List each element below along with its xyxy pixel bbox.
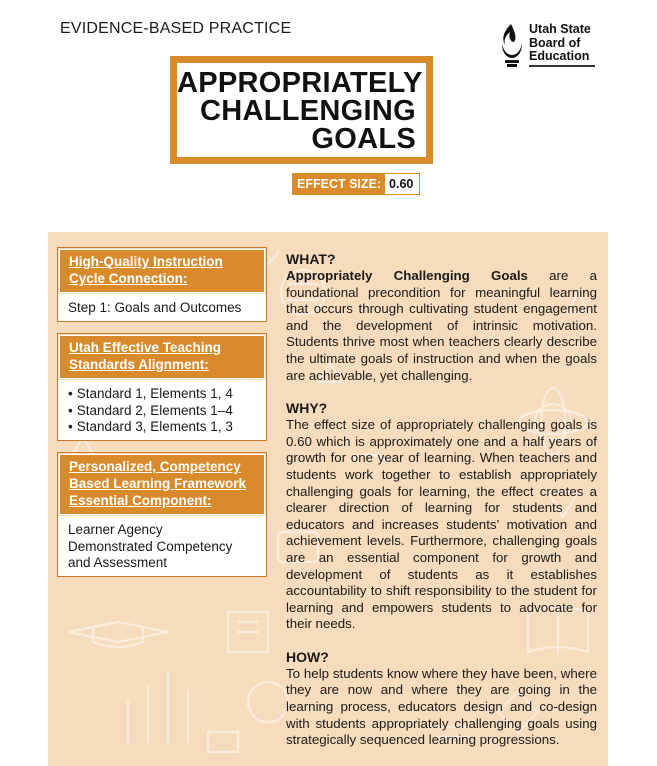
teaching-standards-body <box>58 380 266 440</box>
logo-underline <box>529 65 595 67</box>
instruction-cycle-text: Step 1: Goals and Outcomes <box>68 300 242 315</box>
what-section <box>286 251 597 384</box>
framework-component-box <box>57 452 267 577</box>
list-item: • Standard 3, Elements 1, 3 <box>68 419 256 436</box>
how-section <box>286 649 597 749</box>
what-heading: WHAT? <box>286 251 336 267</box>
title-line-1: APPROPRIATELY <box>177 67 423 99</box>
instruction-cycle-heading: High-Quality Instruction Cycle Connection: <box>59 249 265 293</box>
what-lead: Appropriately Challenging Goals <box>286 268 528 283</box>
framework-item-1: Learner Agency <box>68 522 163 537</box>
logo-line-1: Utah State <box>529 22 591 36</box>
teaching-standards-box <box>57 333 267 441</box>
logo-line-2: Board of <box>529 35 581 50</box>
eyebrow-label: EVIDENCE-BASED PRACTICE <box>60 20 292 37</box>
framework-component-heading: Personalized, Competency Based Learning Framework Essential Component: <box>59 454 265 515</box>
instruction-cycle-box <box>57 247 267 322</box>
usbe-logo <box>497 22 607 68</box>
framework-component-body <box>58 516 266 576</box>
torch-logo-icon <box>497 22 527 68</box>
why-heading: WHY? <box>286 400 328 417</box>
what-paragraph <box>286 268 597 384</box>
what-text: are a foundational precondition for meaningful learning that occurs through cultivating student engagement and the development of intrinsic motivation. Students thrive most when teachers clearly describe the ultimate goals of instruction and when the goals are achievable, yet challenging. <box>286 268 597 383</box>
teaching-standards-heading: Utah Effective Teaching Standards Alignment: <box>59 335 265 379</box>
framework-item-2: Demonstrated Competency and Assessment <box>68 538 233 570</box>
effect-size-label: EFFECT SIZE: <box>293 174 385 194</box>
page-title <box>177 63 426 157</box>
logo-line-3: Education <box>529 49 590 63</box>
title-frame <box>170 56 433 164</box>
effect-size-badge <box>292 173 420 195</box>
why-section <box>286 400 597 633</box>
instruction-cycle-body <box>58 294 266 321</box>
list-item: • Standard 2, Elements 1–4 <box>68 403 256 420</box>
standards-list <box>68 386 256 436</box>
how-heading: HOW? <box>286 648 329 665</box>
why-paragraph: The effect size of appropriately challenging goals is 0.60 which is approximately one and a half years of growth for one year of learning. When teachers and students work together to establish appropriately challenging goals for learning, the effect creates a clearer direction of learning for students and educators and increases students’ motivation and achievement levels. Furthermore, challenging goals are an essential component for growth and development of students as it establishes accountability to shift responsibility to the student for learning and empowers students to advocate for their needs. <box>286 417 597 632</box>
main-column <box>286 251 597 765</box>
effect-size-value: 0.60 <box>385 174 419 194</box>
title-line-3: GOALS <box>311 123 416 155</box>
title-line-2: CHALLENGING <box>200 95 416 127</box>
how-paragraph: To help students know where they have been, where they are now and where they are going in the learning process, educators design and co-design with students appropriately challenging goals using strategically sequenced learning progressions. <box>286 665 597 748</box>
list-item: • Standard 1, Elements 1, 4 <box>68 386 256 403</box>
